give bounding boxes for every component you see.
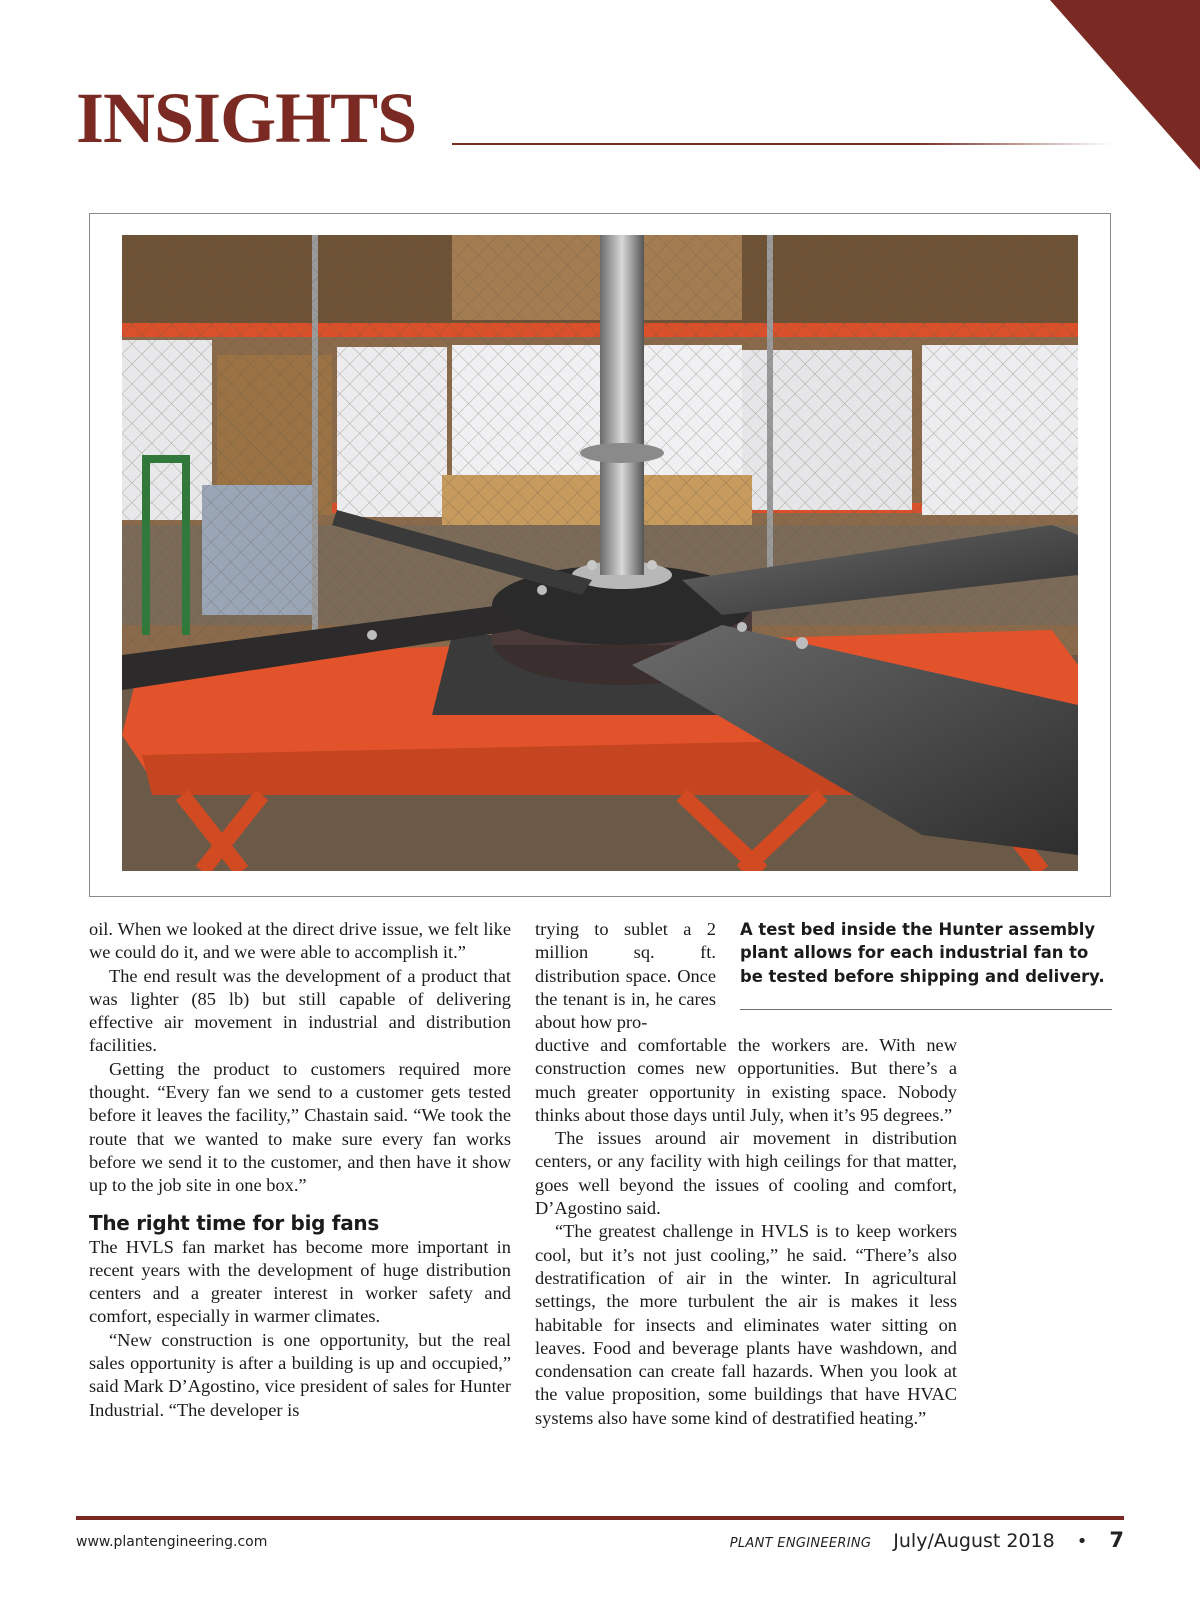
subhead: The right time for big fans [89,1210,379,1235]
page-number: 7 [1109,1528,1124,1552]
paragraph: The HVLS fan market has become more important in recent years with the development of huge distribution centers and a greater interest in worker safety and comfort, especially in warmer climates. [89,1236,511,1327]
paragraph: oil. When we looked at the direct drive issue, we felt like we could do it, and we were able to accomplish it.” [89,919,511,963]
paragraph: “New construction is one opportunity, but the real sales opportunity is after a building is up and occupied,” said Mark D’Agostino, vice president of sales for Hunter Industrial. “The developer is [89,1329,511,1420]
paragraph: “The greatest challenge in HVLS is to keep workers cool, but it’s not just cooling,” he said. “There’s also destratification of air in the winter. In agricultural settings, the more turbulent the air is makes it less habitable for insects and eliminates water sitting on leaves. Food and beverage plants have washdown, and condensation can create fall hazards. When you look at the value proposition, some buildings that have HVAC systems also have some kind of destratified heating.” [535,1221,957,1428]
footer-date: July/August 2018 [893,1530,1055,1552]
photo-caption: A test bed inside the Hunter assembly plant allows for each industrial fan to be tested before shipping and delivery. [740,920,1105,986]
footer-info [730,1528,1124,1552]
paragraph: The issues around air movement in distribution centers, or any facility with high ceilings for that matter, goes well beyond the issues of cooling and comfort, D’Agostino said. [535,1128,957,1219]
fan-test-bed-photo [122,235,1078,871]
footer-publication: PLANT ENGINEERING [729,1536,872,1551]
article-column-1 [89,918,511,1422]
footer-rule [76,1516,1124,1520]
paragraph: trying to sublet a 2 million sq. ft. distribution space. Once the tenant is in, he cares about how pro- [535,919,716,1033]
paragraph: The end result was the development of a product that was lighter (85 lb) but still capable of delivering effective air movement in industrial and distribution facilities. [89,965,511,1056]
photo-frame [89,213,1111,897]
footer-url[interactable]: www.plantengineering.com [76,1534,268,1550]
paragraph: Getting the product to customers required more thought. “Every fan we send to a customer gets tested before it leaves the facility,” Chastain said. “We took the route that we wanted to make sure every fan works before we send it to the customer, and then have it show up to the job site in one box.” [89,1058,511,1196]
article-column-2-narrow [535,918,716,1034]
footer-bullet: • [1076,1531,1088,1552]
article-column-2 [535,1034,957,1430]
paragraph: ductive and comfortable the workers are. With new construction comes new opportunities. But there’s a much greater opportunity in existing space. Nobody thinks about those days until July, when it’s 95 degrees.” [535,1035,957,1125]
title-rule [452,143,1112,145]
caption-rule [740,1009,1112,1010]
section-title: INSIGHTS [76,78,417,158]
